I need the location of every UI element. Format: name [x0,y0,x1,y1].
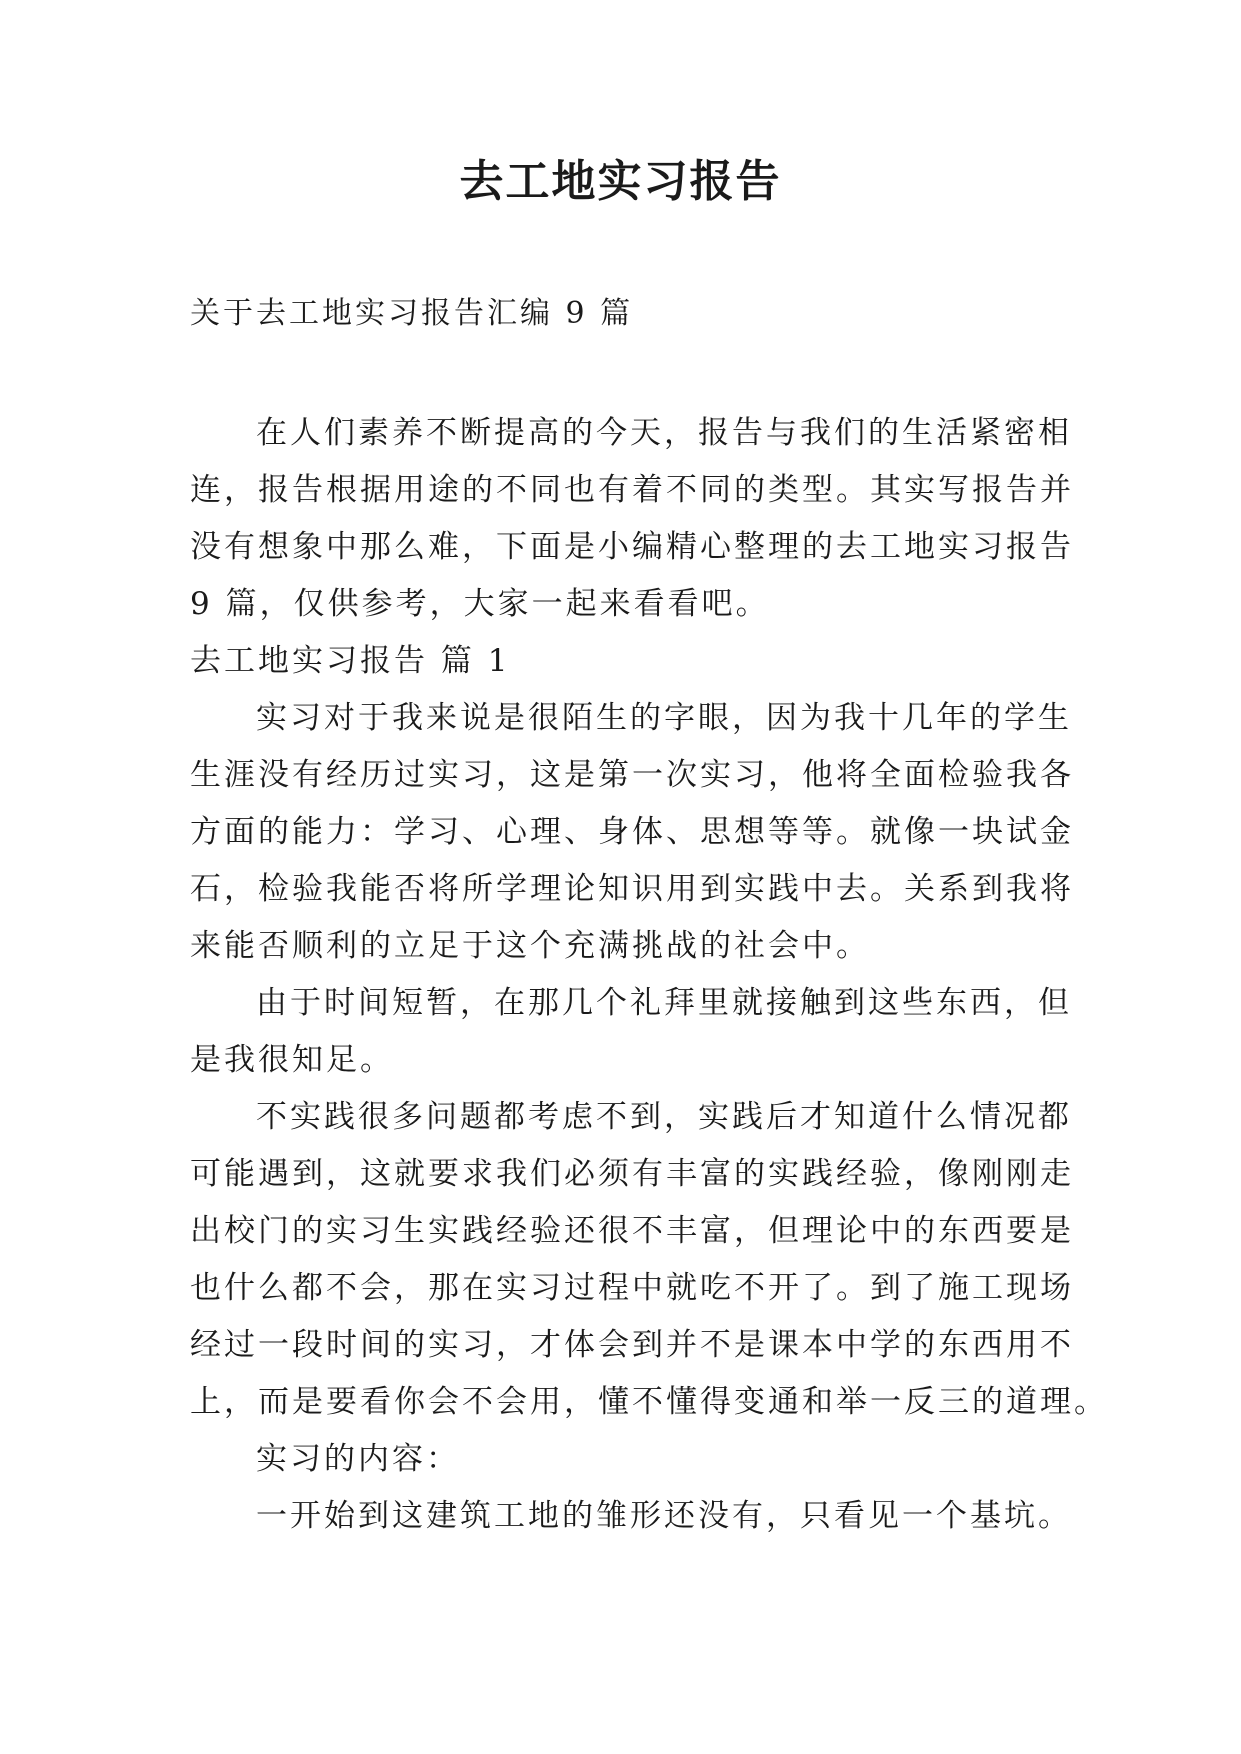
paragraph-line: 经过一段时间的实习，才体会到并不是课本中学的东西用不 [190,1327,1074,1363]
paragraph-line: 可能遇到，这就要求我们必须有丰富的实践经验，像刚刚走 [190,1156,1074,1192]
paragraph-line: 上，而是要看你会不会用，懂不懂得变通和举一反三的道理。 [190,1384,1108,1420]
paragraph-line: 方面的能力：学习、心理、身体、思想等等。就像一块试金 [190,814,1074,850]
paragraph-line: 实习对于我来说是很陌生的字眼，因为我十几年的学生 [256,700,1072,736]
paragraph-line: 出校门的实习生实践经验还很不丰富，但理论中的东西要是 [190,1213,1074,1249]
paragraph-line: 是我很知足。 [190,1042,394,1078]
section-heading: 去工地实习报告 篇 1 [190,643,511,679]
document-body [190,405,1108,1545]
document-title: 去工地实习报告 [459,156,782,207]
document-subtitle: 关于去工地实习报告汇编 9 篇 [190,296,634,331]
paragraph-line: 一开始到这建筑工地的雏形还没有，只看见一个基坑。 [256,1498,1072,1534]
paragraph-line: 连，报告根据用途的不同也有着不同的类型。其实写报告并 [190,472,1074,508]
paragraph-line: 石，检验我能否将所学理论知识用到实践中去。关系到我将 [190,871,1074,907]
paragraph-line: 实习的内容： [256,1441,460,1477]
paragraph-line: 由于时间短暂，在那几个礼拜里就接触到这些东西，但 [256,985,1072,1021]
paragraph-line: 来能否顺利的立足于这个充满挑战的社会中。 [190,928,870,964]
paragraph-line: 不实践很多问题都考虑不到，实践后才知道什么情况都 [256,1099,1072,1135]
paragraph-line: 在人们素养不断提高的今天，报告与我们的生活紧密相 [256,415,1072,451]
paragraph-line: 生涯没有经历过实习，这是第一次实习，他将全面检验我各 [190,757,1074,793]
paragraph-line: 9 篇，仅供参考，大家一起来看看吧。 [190,586,770,622]
paragraph-line: 没有想象中那么难，下面是小编精心整理的去工地实习报告 [190,529,1074,565]
paragraph-line: 也什么都不会，那在实习过程中就吃不开了。到了施工现场 [190,1270,1074,1306]
